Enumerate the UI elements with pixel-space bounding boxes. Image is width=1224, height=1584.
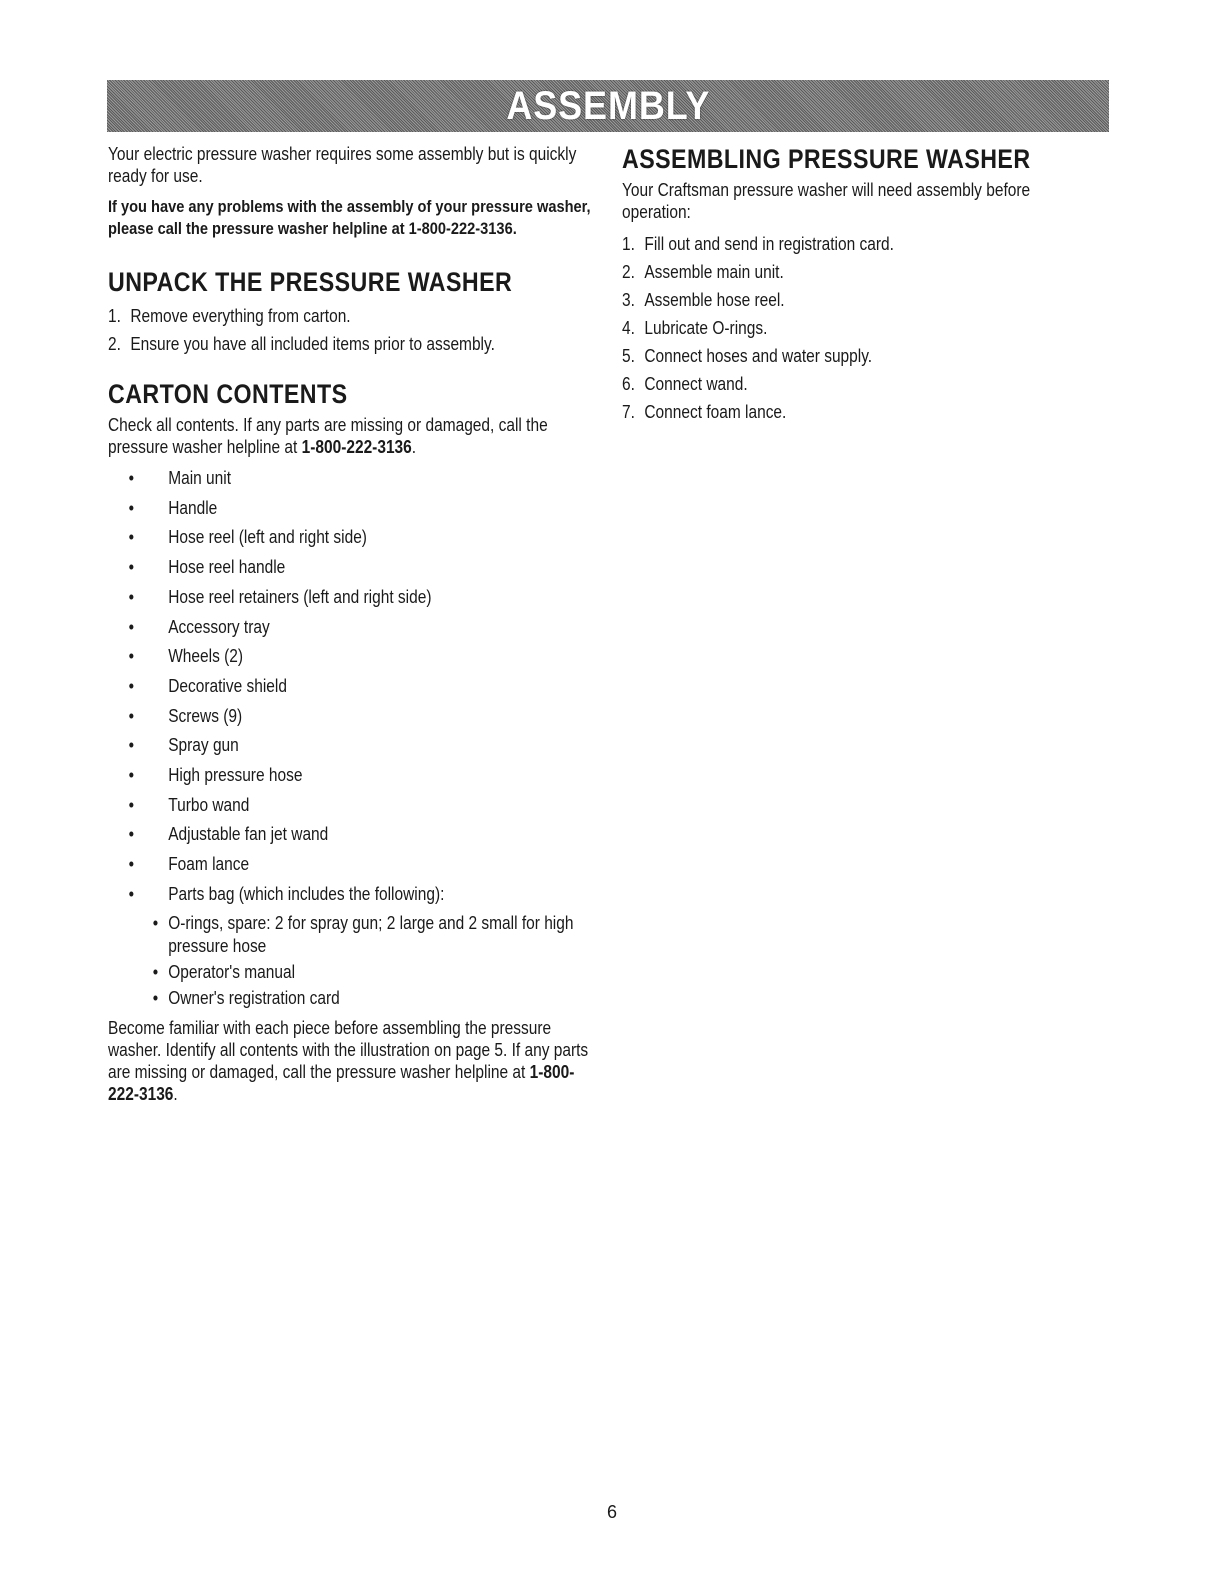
step-number: 1. [622,234,635,254]
list-item [108,553,597,583]
section-banner [107,80,1109,132]
step-text: Lubricate O-rings. [644,318,768,338]
list-item [108,642,597,672]
list-item [108,523,597,553]
list-item [108,330,597,358]
carton-intro-text: Check all contents. If any parts are missing or damaged, call the pressure washer helpline at [108,415,548,457]
helpline-note: If you have any problems with the assembly of your pressure washer, please call the pressure washer helpline at 1-800-222-3136. [108,197,591,238]
bullet-icon: • [152,961,159,982]
step-number: 4. [622,318,635,338]
item-text: Handle [168,497,218,518]
step-number: 2. [622,262,635,282]
step-text: Connect foam lance. [644,402,787,422]
assembling-heading: ASSEMBLING PRESSURE WASHER [622,144,1031,174]
closing-end: . [173,1083,178,1104]
list-item [108,791,597,821]
step-text: Fill out and send in registration card. [644,234,894,254]
bullet-icon: • [128,616,135,637]
list-item [153,961,597,984]
item-text: Adjustable fan jet wand [168,824,329,845]
bullet-icon: • [128,646,135,667]
bullet-icon: • [128,705,135,726]
list-item [108,761,597,791]
page-number: 6 [606,1502,617,1522]
list-item [622,370,1101,398]
list-item [108,464,597,494]
step-number: 3. [622,290,635,310]
carton-intro [108,414,597,458]
list-item [153,912,597,958]
step-number: 6. [622,374,635,394]
unpack-steps [108,302,597,358]
bullet-icon: • [128,497,135,518]
bullet-icon: • [128,586,135,607]
list-item [622,398,1101,426]
carton-heading: CARTON CONTENTS [108,379,348,409]
list-item [108,613,597,643]
list-item [153,987,597,1010]
bullet-icon: • [128,557,135,578]
step-text: Assemble main unit. [644,262,784,282]
item-text: Main unit [168,468,232,488]
list-item [622,258,1101,286]
step-number: 7. [622,402,635,422]
item-text: Hose reel handle [168,557,286,578]
step-text: Remove everything from carton. [130,306,351,326]
list-item [622,286,1101,314]
item-text: Hose reel (left and right side) [168,527,367,548]
intro-paragraph: Your electric pressure washer requires some assembly but is quickly ready for use. [108,144,577,186]
carton-contents-list [108,464,597,910]
closing-text: Become familiar with each piece before assembling the pressure washer. Identify all contents with the illustration on page 5. If any parts are missing or damaged, call the pressure washer helpline at [108,1017,589,1082]
list-item [108,731,597,761]
list-item [108,583,597,613]
bullet-icon: • [128,675,135,696]
bullet-icon: • [128,824,135,845]
right-column [622,143,1102,426]
item-text: Accessory tray [168,616,270,637]
step-text: Connect hoses and water supply. [644,346,873,366]
list-item [108,494,597,524]
closing-paragraph [108,1017,597,1105]
item-text: Operator's manual [168,961,296,982]
item-text: Screws (9) [168,705,243,726]
step-text: Assemble hose reel. [644,290,785,310]
step-number: 2. [108,334,121,354]
left-column [108,143,598,1105]
item-text: Decorative shield [168,675,287,696]
item-text: Wheels (2) [168,646,244,667]
bullet-icon: • [128,883,135,904]
bullet-icon: • [152,987,159,1008]
carton-intro-end: . [411,437,417,457]
item-text: Owner's registration card [168,987,340,1008]
list-item [108,820,597,850]
list-item [108,672,597,702]
list-item [108,850,597,880]
assembling-intro: Your Craftsman pressure washer will need assembly before operation: [622,180,1031,222]
list-item [108,702,597,732]
step-text: Connect wand. [644,374,748,394]
bullet-icon: • [152,912,159,933]
list-item [622,230,1101,258]
item-text: Spray gun [168,735,239,756]
item-text: High pressure hose [168,765,303,786]
item-text: O-rings, spare: 2 for spray gun; 2 large and 2 small for high pressure hose [168,912,574,956]
bullet-icon: • [128,735,135,756]
unpack-heading: UNPACK THE PRESSURE WASHER [108,267,513,297]
item-text: Foam lance [168,854,250,875]
helpline-number: 1-800-222-3136 [301,437,412,457]
list-item [622,342,1101,370]
section-title: ASSEMBLY [506,83,710,128]
item-text: Parts bag (which includes the following): [168,883,445,904]
item-text: Turbo wand [168,794,250,815]
step-number: 1. [108,306,121,326]
parts-bag-list [108,912,597,1010]
bullet-icon: • [128,468,135,488]
bullet-icon: • [128,794,135,815]
helpline-number: 1-800-222-3136 [108,1061,575,1104]
list-item [622,314,1101,342]
assembling-steps [622,230,1101,426]
list-item [108,880,597,910]
item-text: Hose reel retainers (left and right side) [168,586,432,607]
bullet-icon: • [128,765,135,786]
list-item [108,302,597,330]
bullet-icon: • [128,854,135,875]
step-text: Ensure you have all included items prior to assembly. [130,334,495,354]
step-number: 5. [622,346,635,366]
bullet-icon: • [128,527,135,548]
